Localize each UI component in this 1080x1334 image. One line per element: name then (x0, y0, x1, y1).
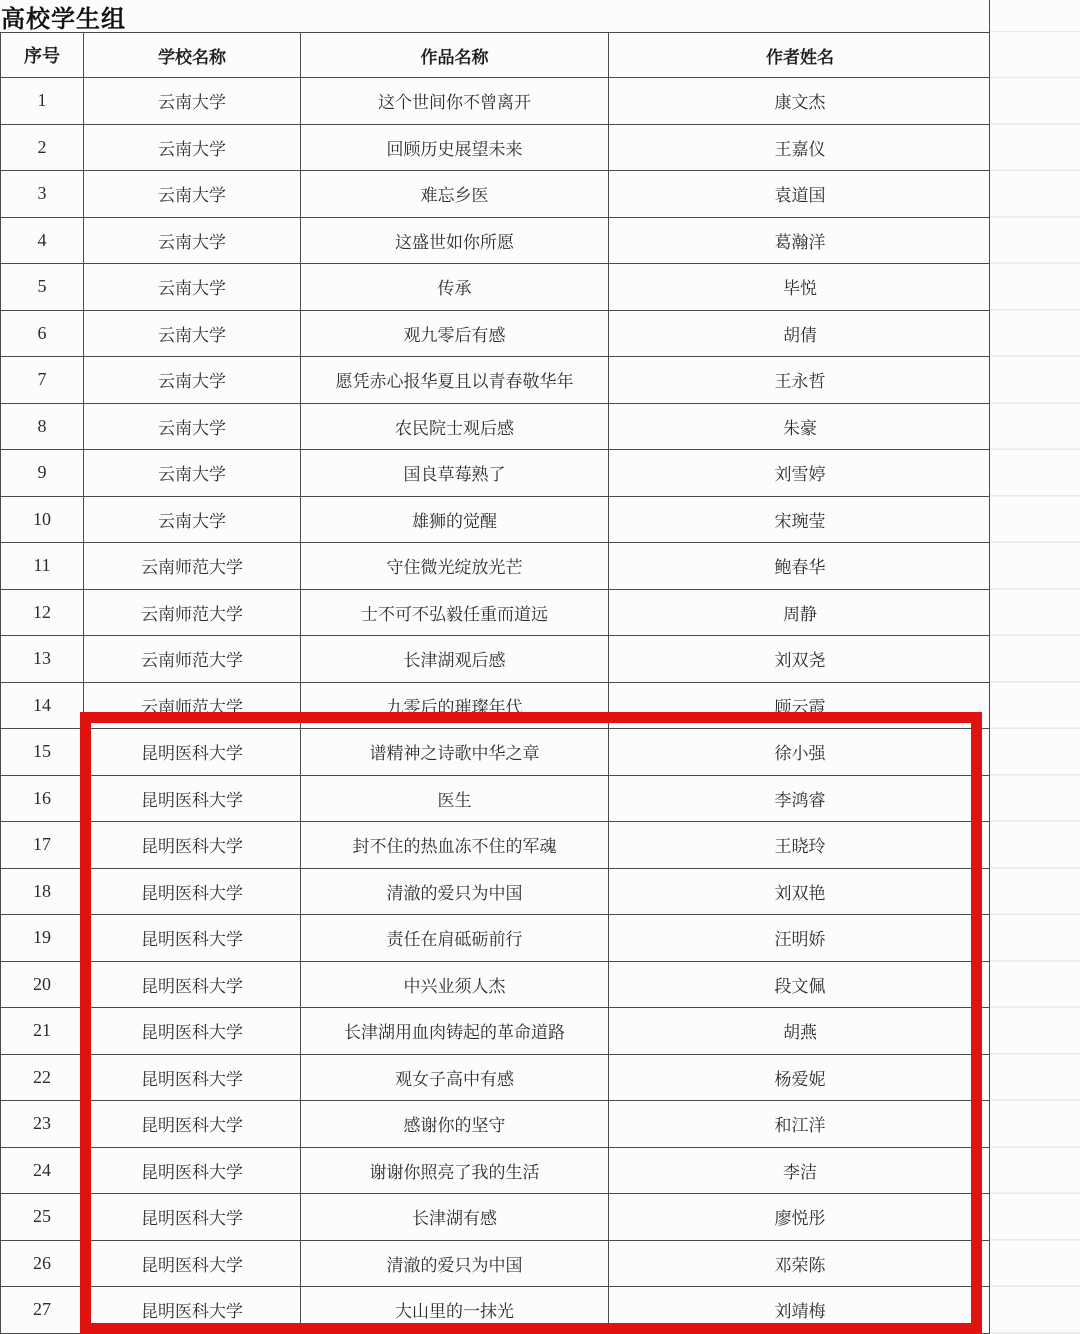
cell-author: 葛瀚洋 (774, 232, 826, 252)
cell-school: 云南大学 (84, 218, 301, 264)
table-row (1, 822, 990, 869)
cell-school: 云南大学 (84, 497, 301, 543)
cell-work: 谢谢你照亮了我的生活 (301, 1148, 609, 1194)
cell-school: 昆明医科大学 (84, 1241, 301, 1287)
cell-work: 愿凭赤心报华夏且以青春敬华年 (301, 357, 609, 403)
header-school: 学校名称 (84, 33, 301, 77)
cell-school: 云南大学 (84, 311, 301, 357)
table-row (1, 264, 990, 311)
cell-author: 顾云霞 (774, 697, 826, 717)
table-row (1, 125, 990, 172)
cell-school: 云南大学 (84, 264, 301, 310)
table-row (1, 1055, 990, 1102)
results-table (0, 32, 990, 1334)
cell-index: 23 (1, 1101, 84, 1147)
cell-author: 袁道国 (774, 186, 826, 206)
table-row (1, 590, 990, 637)
cell-work: 清澈的爱只为中国 (301, 869, 609, 915)
cell-index: 2 (1, 125, 84, 171)
cell-author: 刘双尧 (774, 651, 826, 671)
cell-author: 廖悦彤 (774, 1209, 826, 1229)
cell-school: 云南师范大学 (84, 636, 301, 682)
cell-work: 长津湖观后感 (301, 636, 609, 682)
cell-work: 长津湖用血肉铸起的革命道路 (301, 1008, 609, 1054)
cell-author: 王嘉仪 (774, 139, 826, 159)
cell-school: 昆明医科大学 (84, 822, 301, 868)
cell-school: 云南大学 (84, 171, 301, 217)
cell-school: 云南大学 (84, 78, 301, 124)
cell-index: 14 (1, 683, 84, 729)
cell-index: 6 (1, 311, 84, 357)
cell-school: 昆明医科大学 (84, 1194, 301, 1240)
table-row (1, 729, 990, 776)
cell-author: 段文佩 (774, 976, 826, 996)
header-author: 作者姓名 (766, 47, 834, 67)
cell-index: 19 (1, 915, 84, 961)
cell-school: 昆明医科大学 (84, 1148, 301, 1194)
table-row (1, 915, 990, 962)
sheet-margin-gridline (990, 77, 1080, 79)
cell-author: 朱豪 (783, 418, 817, 438)
header-index: 序号 (1, 33, 84, 77)
cell-author: 徐小强 (774, 744, 826, 764)
cell-author: 刘双艳 (774, 883, 826, 903)
sheet-margin-gridlines (990, 78, 1080, 1334)
cell-author: 邓荣陈 (774, 1255, 826, 1275)
cell-index: 21 (1, 1008, 84, 1054)
cell-school: 云南师范大学 (84, 543, 301, 589)
table-row (1, 869, 990, 916)
cell-index: 20 (1, 962, 84, 1008)
cell-school: 云南师范大学 (84, 683, 301, 729)
cell-author: 王晓玲 (774, 837, 826, 857)
table-row (1, 776, 990, 823)
cell-school: 昆明医科大学 (84, 1287, 301, 1333)
cell-work: 清澈的爱只为中国 (301, 1241, 609, 1287)
cell-author: 李鸿睿 (774, 790, 826, 810)
page-title: 高校学生组 (1, 5, 126, 33)
cell-index: 9 (1, 450, 84, 496)
cell-index: 22 (1, 1055, 84, 1101)
cell-work: 国良草莓熟了 (301, 450, 609, 496)
cell-index: 24 (1, 1148, 84, 1194)
cell-school: 云南大学 (84, 357, 301, 403)
cell-work: 这个世间你不曾离开 (301, 78, 609, 124)
table-row (1, 1241, 990, 1288)
cell-work: 大山里的一抹光 (301, 1287, 609, 1333)
cell-work: 封不住的热血冻不住的军魂 (301, 822, 609, 868)
cell-author: 刘雪婷 (774, 465, 826, 485)
table-row (1, 450, 990, 497)
cell-index: 3 (1, 171, 84, 217)
table-row (1, 311, 990, 358)
cell-school: 昆明医科大学 (84, 962, 301, 1008)
cell-school: 云南大学 (84, 125, 301, 171)
cell-work: 中兴业须人杰 (301, 962, 609, 1008)
table-row (1, 1148, 990, 1195)
cell-work: 农民院士观后感 (301, 404, 609, 450)
cell-school: 昆明医科大学 (84, 776, 301, 822)
table-row (1, 1008, 990, 1055)
cell-index: 26 (1, 1241, 84, 1287)
table-body (1, 78, 990, 1334)
cell-school: 云南大学 (84, 404, 301, 450)
cell-school: 昆明医科大学 (84, 1008, 301, 1054)
cell-index: 27 (1, 1287, 84, 1333)
cell-work: 责任在肩砥砺前行 (301, 915, 609, 961)
cell-school: 昆明医科大学 (84, 729, 301, 775)
cell-index: 1 (1, 78, 84, 124)
cell-index: 11 (1, 543, 84, 589)
cell-work: 这盛世如你所愿 (301, 218, 609, 264)
cell-work: 感谢你的坚守 (301, 1101, 609, 1147)
table-row (1, 171, 990, 218)
cell-author: 李洁 (783, 1162, 817, 1182)
sheet-margin-gridline (990, 31, 1080, 33)
cell-index: 10 (1, 497, 84, 543)
cell-author: 汪明娇 (774, 930, 826, 950)
cell-work: 守住微光绽放光芒 (301, 543, 609, 589)
cell-author: 刘靖梅 (774, 1302, 826, 1322)
table-row (1, 1287, 990, 1334)
cell-school: 昆明医科大学 (84, 1101, 301, 1147)
table-row (1, 404, 990, 451)
cell-index: 13 (1, 636, 84, 682)
cell-author: 胡倩 (783, 325, 817, 345)
cell-index: 12 (1, 590, 84, 636)
cell-author: 宋琬莹 (774, 511, 826, 531)
cell-work: 士不可不弘毅任重而道远 (301, 590, 609, 636)
cell-index: 8 (1, 404, 84, 450)
cell-index: 4 (1, 218, 84, 264)
cell-index: 18 (1, 869, 84, 915)
cell-author: 杨爱妮 (774, 1069, 826, 1089)
cell-index: 5 (1, 264, 84, 310)
cell-work: 医生 (301, 776, 609, 822)
cell-author: 胡燕 (783, 1023, 817, 1043)
table-row (1, 543, 990, 590)
table-row (1, 962, 990, 1009)
cell-author: 鲍春华 (774, 558, 826, 578)
table-row (1, 497, 990, 544)
cell-author: 王永哲 (774, 372, 826, 392)
cell-work: 回顾历史展望未来 (301, 125, 609, 171)
cell-author: 康文杰 (774, 93, 826, 113)
cell-index: 16 (1, 776, 84, 822)
cell-index: 15 (1, 729, 84, 775)
table-row (1, 636, 990, 683)
cell-work: 九零后的璀璨年代 (301, 683, 609, 729)
table-row (1, 1101, 990, 1148)
cell-work: 长津湖有感 (301, 1194, 609, 1240)
cell-work: 观九零后有感 (301, 311, 609, 357)
table-row (1, 1194, 990, 1241)
cell-work: 难忘乡医 (301, 171, 609, 217)
cell-work: 观女子高中有感 (301, 1055, 609, 1101)
cell-work: 雄狮的觉醒 (301, 497, 609, 543)
cell-author: 周静 (783, 604, 817, 624)
table-row (1, 357, 990, 404)
cell-index: 7 (1, 357, 84, 403)
cell-work: 谱精神之诗歌中华之章 (301, 729, 609, 775)
cell-school: 云南师范大学 (84, 590, 301, 636)
cell-school: 昆明医科大学 (84, 1055, 301, 1101)
cell-author: 和江洋 (774, 1116, 826, 1136)
cell-school: 昆明医科大学 (84, 869, 301, 915)
cell-school: 云南大学 (84, 450, 301, 496)
cell-work: 传承 (301, 264, 609, 310)
table-row (1, 78, 990, 125)
cell-index: 25 (1, 1194, 84, 1240)
table-header-row (1, 32, 990, 78)
cell-index: 17 (1, 822, 84, 868)
table-row (1, 683, 990, 730)
cell-author: 毕悦 (783, 279, 817, 299)
cell-school: 昆明医科大学 (84, 915, 301, 961)
table-row (1, 218, 990, 265)
header-work: 作品名称 (301, 33, 609, 77)
